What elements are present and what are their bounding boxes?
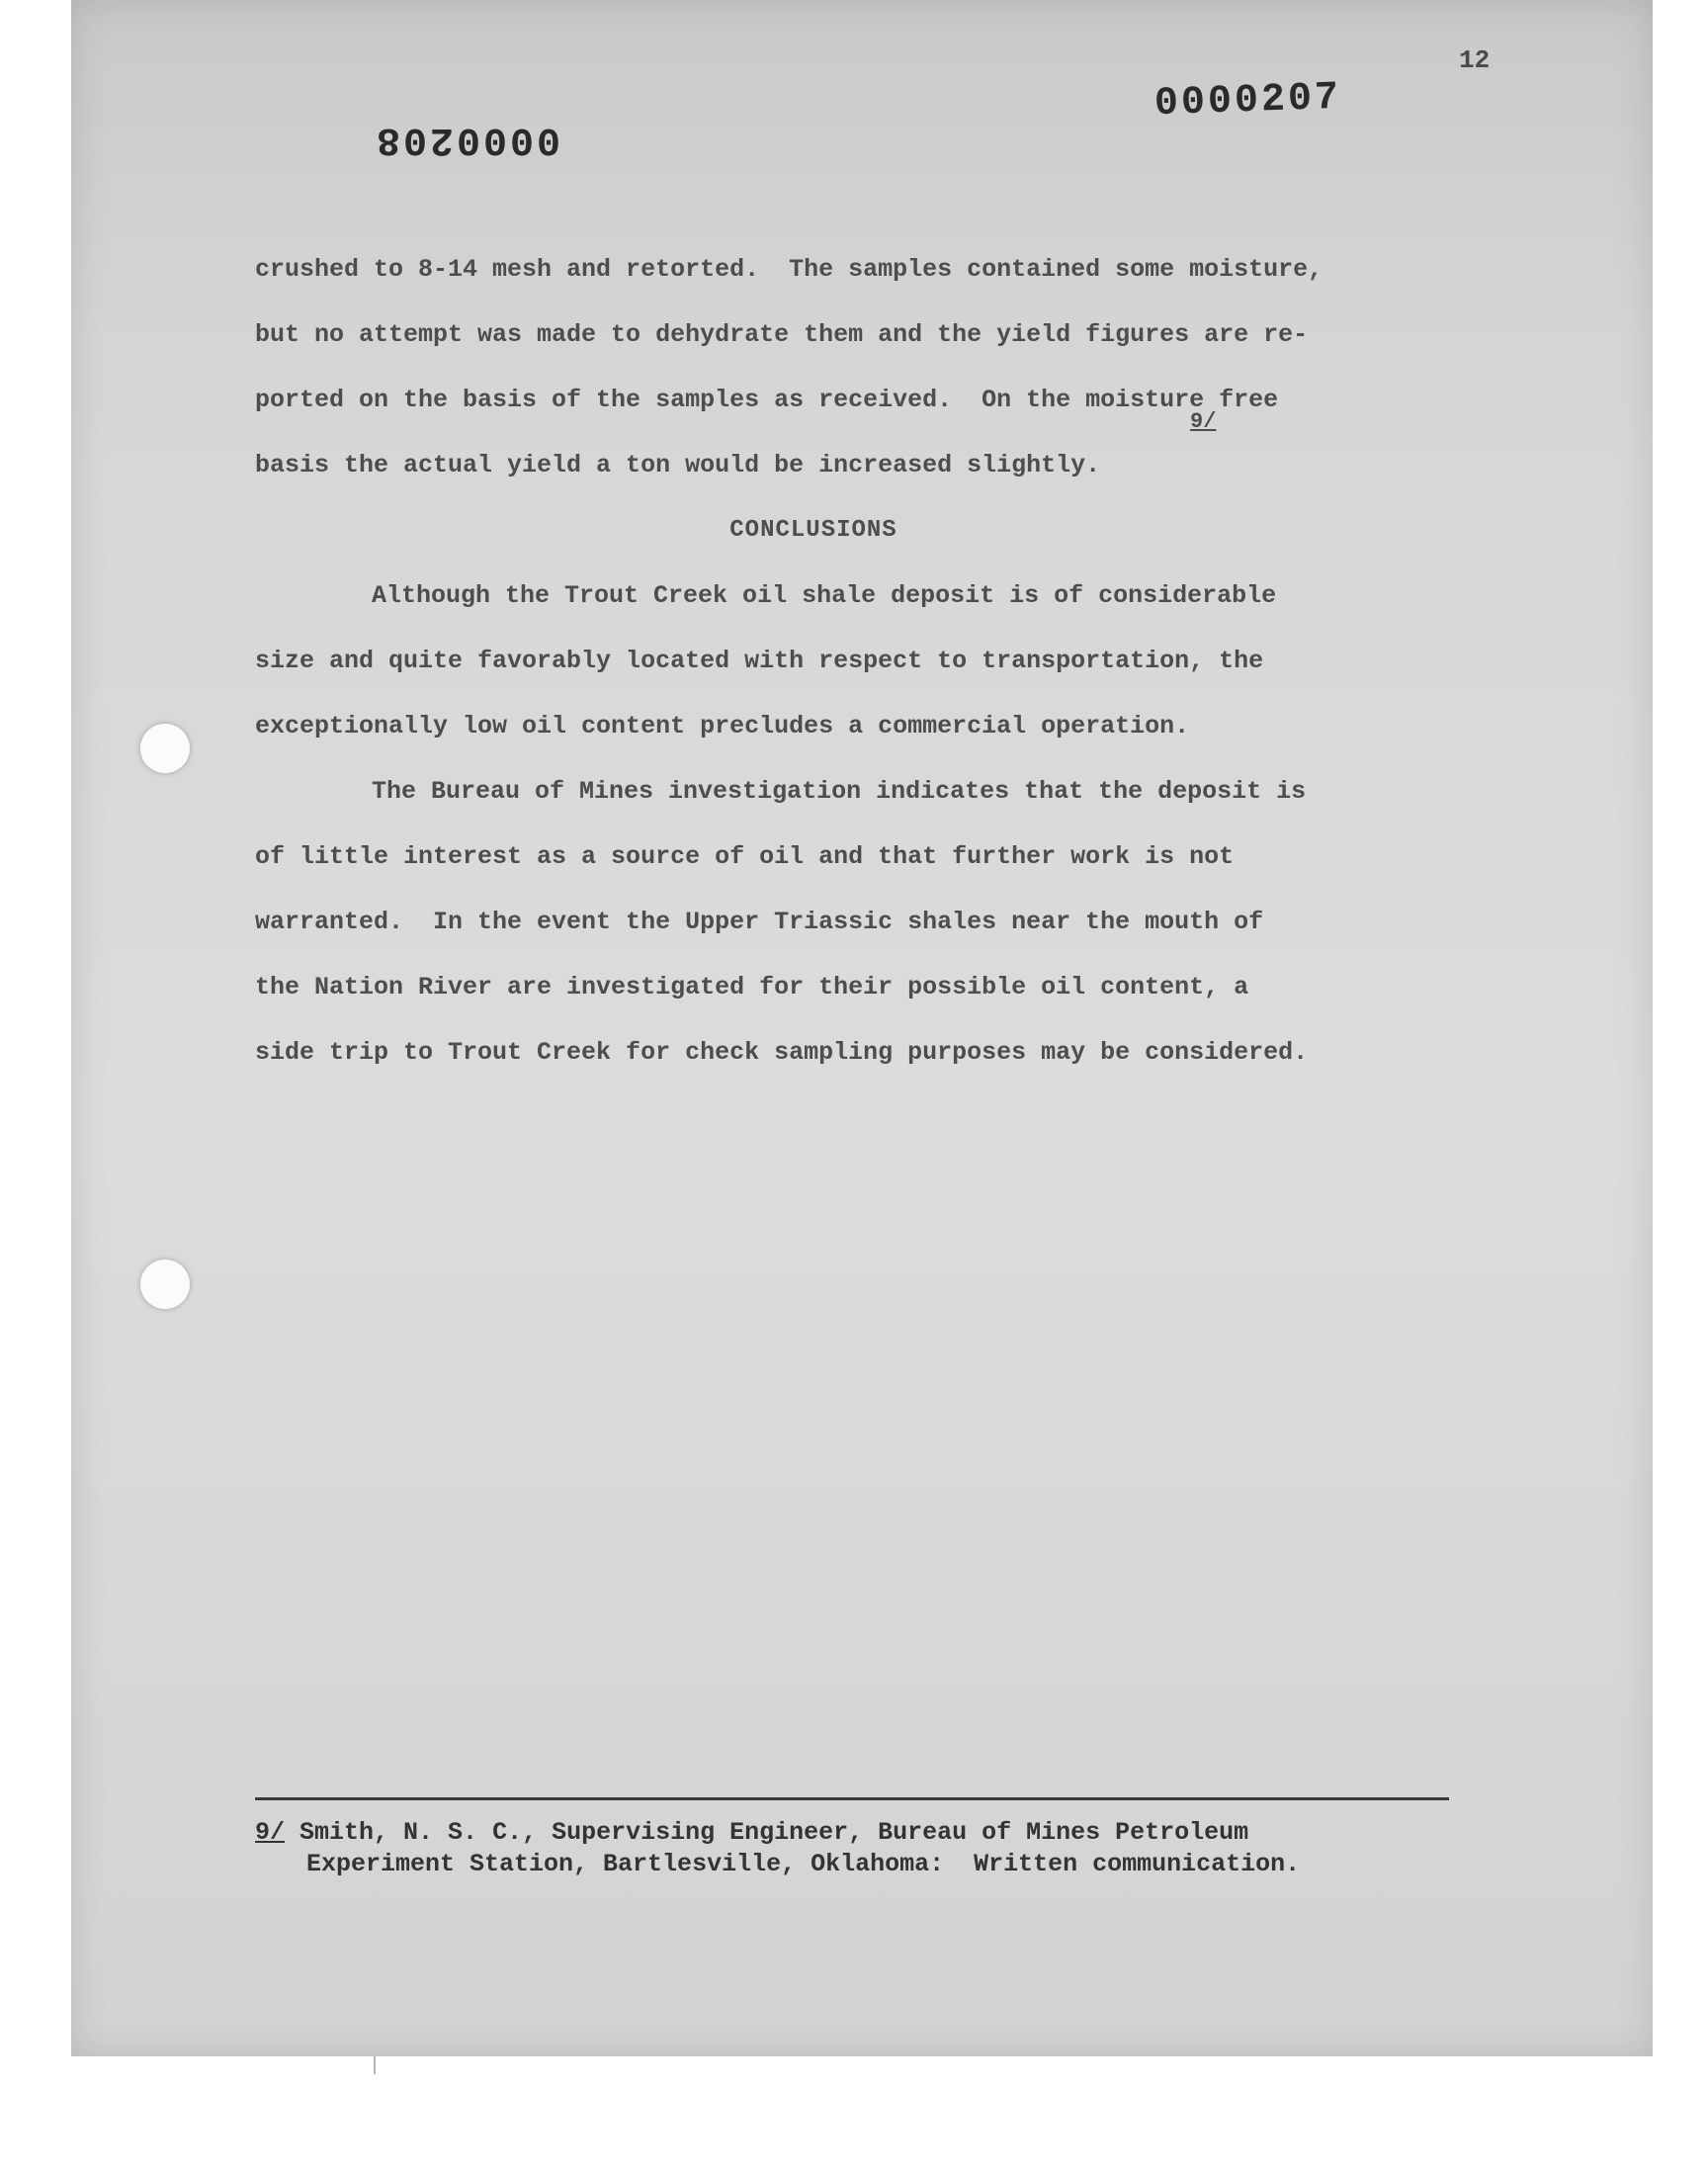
page-number: 12: [1459, 45, 1491, 75]
document-stamp-right: 0000207: [1153, 75, 1342, 128]
text-line: Although the Trout Creek oil shale deposit is of considerable: [372, 581, 1277, 610]
text-line: but no attempt was made to dehydrate them and the yield figures are re-: [255, 320, 1309, 349]
punch-hole-lower: [140, 1260, 190, 1309]
scan-edge-mark: [374, 2056, 376, 2074]
footnote-text: Smith, N. S. C., Supervising Engineer, Bureau of Mines Petroleum: [299, 1818, 1249, 1847]
section-heading: CONCLUSIONS: [729, 517, 897, 544]
footnote-reference: 9/: [1190, 409, 1217, 434]
footnote-text: Experiment Station, Bartlesville, Oklahoma: Written communication.: [306, 1850, 1301, 1878]
footnote-marker: 9/: [255, 1818, 286, 1847]
text-line: side trip to Trout Creek for check sampling purposes may be considered.: [255, 1038, 1309, 1067]
document-stamp-left: 0000208: [374, 117, 561, 161]
text-line: basis the actual yield a ton would be increased slightly.: [255, 451, 1101, 479]
text-line: The Bureau of Mines investigation indicates that the deposit is: [372, 777, 1307, 806]
text-line: warranted. In the event the Upper Triassic shales near the mouth of: [255, 908, 1264, 936]
text-line: ported on the basis of the samples as received. On the moisture free: [255, 386, 1279, 414]
text-line: the Nation River are investigated for their possible oil content, a: [255, 973, 1249, 1001]
body-text: [255, 237, 1481, 1086]
text-line: of little interest as a source of oil and that further work is not: [255, 842, 1235, 871]
text-line: exceptionally low oil content precludes a commercial operation.: [255, 712, 1190, 740]
footnote: [255, 1817, 1300, 1880]
text-line: size and quite favorably located with respect to transportation, the: [255, 647, 1264, 675]
punch-hole-upper: [140, 724, 190, 773]
text-line: crushed to 8-14 mesh and retorted. The samples contained some moisture,: [255, 255, 1324, 284]
footnote-divider: [255, 1797, 1449, 1800]
